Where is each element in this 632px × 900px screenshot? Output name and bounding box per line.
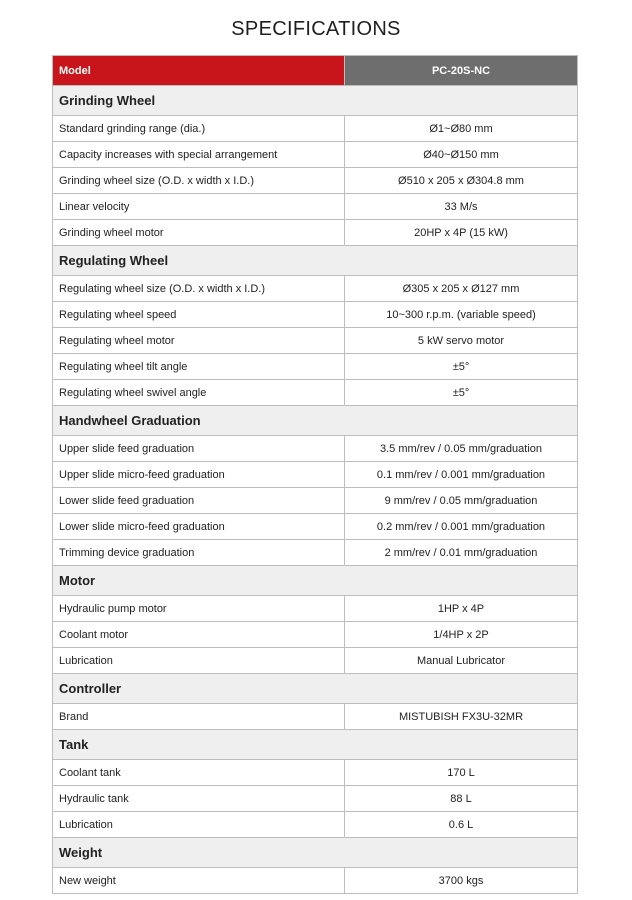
spec-value: 1HP x 4P — [345, 596, 578, 622]
table-row — [53, 868, 578, 894]
model-header-label: Model — [53, 56, 345, 86]
table-row — [53, 354, 578, 380]
table-row — [53, 812, 578, 838]
table-row — [53, 220, 578, 246]
spec-value: ±5° — [345, 380, 578, 406]
spec-value: Ø305 x 205 x Ø127 mm — [345, 276, 578, 302]
spec-value: 88 L — [345, 786, 578, 812]
table-row — [53, 622, 578, 648]
section-title: Controller — [53, 674, 578, 704]
section-title: Regulating Wheel — [53, 246, 578, 276]
section-title: Tank — [53, 730, 578, 760]
table-row — [53, 596, 578, 622]
spec-value: 5 kW servo motor — [345, 328, 578, 354]
spec-label: Upper slide micro-feed graduation — [53, 462, 345, 488]
spec-label: Hydraulic pump motor — [53, 596, 345, 622]
spec-value: Ø510 x 205 x Ø304.8 mm — [345, 168, 578, 194]
section-header-row — [53, 246, 578, 276]
spec-label: Lubrication — [53, 812, 345, 838]
spec-label: Grinding wheel motor — [53, 220, 345, 246]
spec-label: Trimming device graduation — [53, 540, 345, 566]
page-title: SPECIFICATIONS — [231, 18, 401, 40]
spec-label: Regulating wheel size (O.D. x width x I.D.) — [53, 276, 345, 302]
spec-label: Regulating wheel tilt angle — [53, 354, 345, 380]
spec-value: Ø1~Ø80 mm — [345, 116, 578, 142]
model-header-value: PC-20S-NC — [345, 56, 578, 86]
spec-label: Linear velocity — [53, 194, 345, 220]
spec-label: Lower slide micro-feed graduation — [53, 514, 345, 540]
section-header-row — [53, 674, 578, 704]
section-header-row — [53, 406, 578, 436]
spec-value: ±5° — [345, 354, 578, 380]
spec-value: 0.6 L — [345, 812, 578, 838]
table-row — [53, 116, 578, 142]
spec-label: New weight — [53, 868, 345, 894]
spec-value: Ø40~Ø150 mm — [345, 142, 578, 168]
section-title: Handwheel Graduation — [53, 406, 578, 436]
spec-value: 10~300 r.p.m. (variable speed) — [345, 302, 578, 328]
spec-label: Coolant motor — [53, 622, 345, 648]
spec-label: Regulating wheel speed — [53, 302, 345, 328]
table-row — [53, 328, 578, 354]
spec-label: Standard grinding range (dia.) — [53, 116, 345, 142]
table-row — [53, 540, 578, 566]
section-header-row — [53, 86, 578, 116]
spec-label: Coolant tank — [53, 760, 345, 786]
section-title: Motor — [53, 566, 578, 596]
spec-label: Upper slide feed graduation — [53, 436, 345, 462]
spec-label: Lower slide feed graduation — [53, 488, 345, 514]
section-header-row — [53, 566, 578, 596]
spec-label: Brand — [53, 704, 345, 730]
spec-label: Regulating wheel motor — [53, 328, 345, 354]
table-header-row — [53, 56, 578, 86]
section-header-row — [53, 730, 578, 760]
spec-value: MISTUBISH FX3U-32MR — [345, 704, 578, 730]
spec-value: 20HP x 4P (15 kW) — [345, 220, 578, 246]
table-row — [53, 168, 578, 194]
spec-value: Manual Lubricator — [345, 648, 578, 674]
spec-label: Regulating wheel swivel angle — [53, 380, 345, 406]
table-row — [53, 436, 578, 462]
table-row — [53, 380, 578, 406]
spec-value: 0.1 mm/rev / 0.001 mm/graduation — [345, 462, 578, 488]
table-row — [53, 142, 578, 168]
table-row — [53, 760, 578, 786]
spec-value: 9 mm/rev / 0.05 mm/graduation — [345, 488, 578, 514]
spec-value: 0.2 mm/rev / 0.001 mm/graduation — [345, 514, 578, 540]
section-title: Weight — [53, 838, 578, 868]
section-title: Grinding Wheel — [53, 86, 578, 116]
spec-label: Hydraulic tank — [53, 786, 345, 812]
specifications-table-body — [53, 56, 578, 894]
spec-value: 1/4HP x 2P — [345, 622, 578, 648]
specifications-table — [52, 55, 578, 894]
spec-label: Capacity increases with special arrangement — [53, 142, 345, 168]
table-row — [53, 462, 578, 488]
spec-value: 2 mm/rev / 0.01 mm/graduation — [345, 540, 578, 566]
table-row — [53, 194, 578, 220]
table-row — [53, 648, 578, 674]
spec-value: 3.5 mm/rev / 0.05 mm/graduation — [345, 436, 578, 462]
spec-value: 3700 kgs — [345, 868, 578, 894]
table-row — [53, 704, 578, 730]
section-header-row — [53, 838, 578, 868]
table-row — [53, 302, 578, 328]
table-row — [53, 488, 578, 514]
spec-value: 170 L — [345, 760, 578, 786]
spec-label: Grinding wheel size (O.D. x width x I.D.) — [53, 168, 345, 194]
table-row — [53, 276, 578, 302]
table-row — [53, 514, 578, 540]
spec-value: 33 M/s — [345, 194, 578, 220]
table-row — [53, 786, 578, 812]
spec-label: Lubrication — [53, 648, 345, 674]
